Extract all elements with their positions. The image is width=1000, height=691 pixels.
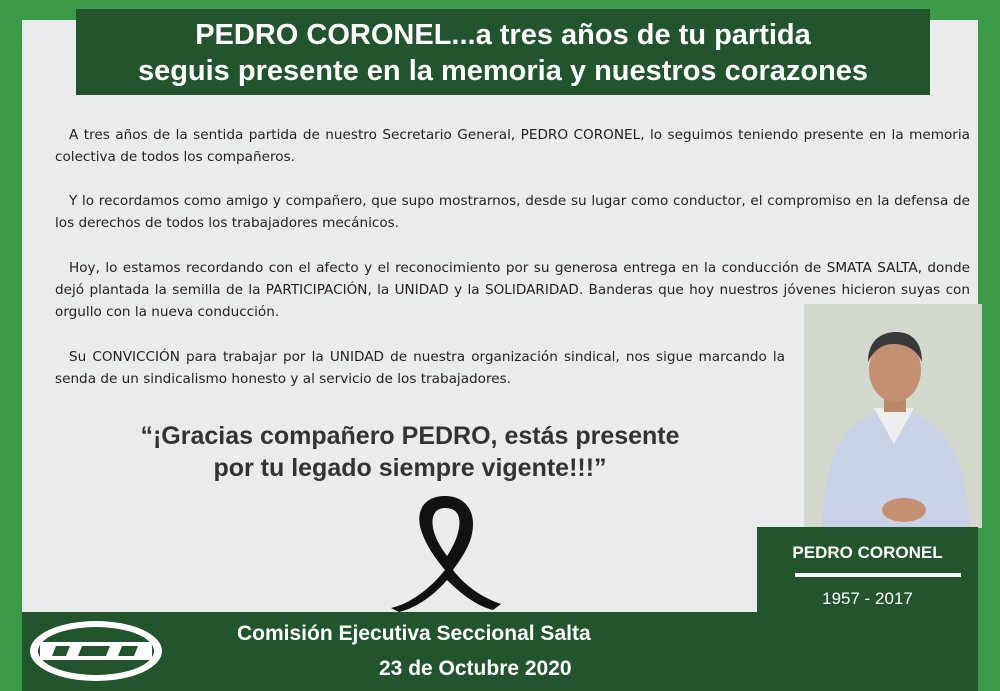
- footer-organization: Comisión Ejecutiva Seccional Salta: [237, 622, 591, 645]
- name-divider: [795, 573, 961, 577]
- title-line-2: seguis presente en la memoria y nuestros corazones: [137, 55, 869, 87]
- person-name: PEDRO CORONEL: [792, 543, 943, 562]
- quote-line-1: “¡Gracias compañero PEDRO, estás presente: [140, 422, 680, 450]
- paragraph-1: A tres años de la sentida partida de nuestro Secretario General, PEDRO CORONEL, lo seguimos teniendo presente en la memoria colectiva de todos los compañeros.: [55, 127, 970, 165]
- paragraph-4: Su CONVICCIÓN para trabajar por la UNIDAD de nuestra organización sindical, nos sigue marcando la senda de un sindicalismo honesto y al servicio de los trabajadores.: [55, 349, 785, 387]
- quote-line-2: por tu legado siempre vigente!!!”: [213, 454, 607, 482]
- footer-banner: [22, 612, 978, 691]
- paragraph-3: Hoy, lo estamos recordando con el afecto y el reconocimiento por su generosa entrega en la conducción de SMATA SALTA, donde dejó plantada la semilla de la PARTICIPACIÓN, la UNIDAD y la SOLIDARIDAD. Banderas que hoy nuestros jóvenes hicieron suyas con orgullo con la nueva conducción.: [55, 260, 970, 320]
- footer-date: 23 de Octubre 2020: [379, 657, 572, 680]
- person-years: 1957 - 2017: [822, 589, 913, 608]
- paragraph-2: Y lo recordamos como amigo y compañero, que supo mostrarnos, desde su lugar como conductor, el compromiso en la defensa de los derechos de todos los trabajadores mecánicos.: [55, 193, 970, 231]
- mourning-ribbon-icon: [385, 490, 505, 612]
- name-plate: [757, 527, 978, 612]
- title-line-1: PEDRO CORONEL...a tres años de tu partida: [195, 19, 811, 51]
- title-banner: [76, 9, 930, 95]
- person-photo: [804, 304, 982, 528]
- smata-logo: [26, 618, 166, 684]
- tribute-quote: [110, 420, 710, 484]
